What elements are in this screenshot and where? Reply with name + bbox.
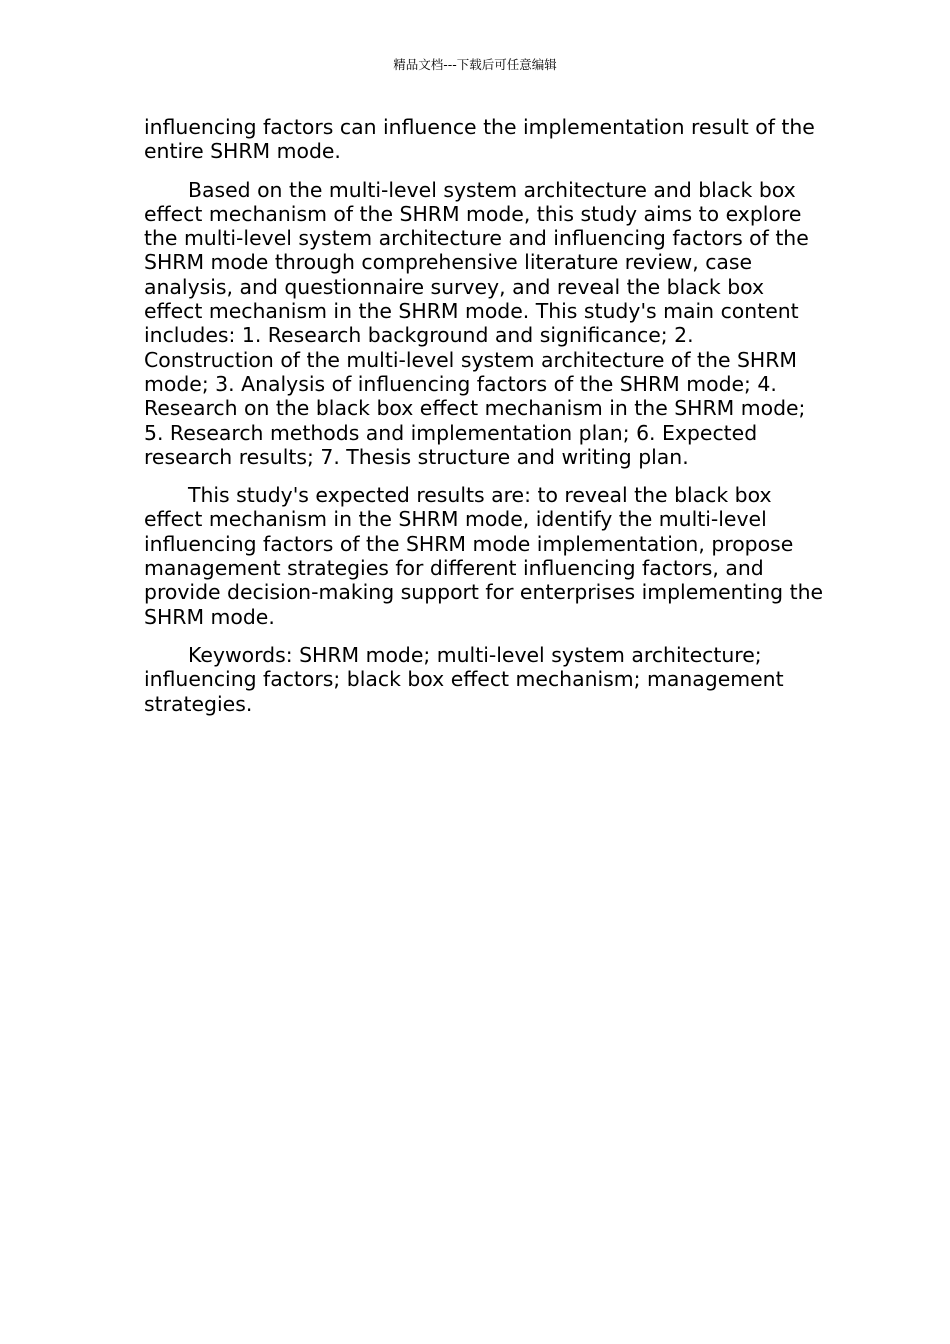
paragraph-keywords: Keywords: SHRM mode; multi-level system architecture; influencing factors; black box effect mechanism; management strategies. — [144, 642, 784, 716]
paragraph-expected-results: This study's expected results are: to reveal the black box effect mechanism in the SHRM mode, identify the multi-level influencing factors of the SHRM mode implementation, propose management strategies for different influencing factors, and provide decision-making support for enterprises implementing the SHRM mode. — [144, 483, 824, 629]
page-header: 精品文档---下载后可任意编辑 — [393, 57, 557, 72]
document-body — [144, 115, 824, 730]
paragraph-study-overview: Based on the multi-level system architecture and black box effect mechanism of the SHRM mode, this study aims to explore the multi-level system architecture and influencing factors of the SHRM mode through comprehensive literature review, case analysis, and questionnaire survey, and reveal the black box effect mechanism in the SHRM mode. This study's main content includes: 1. Research background and significance; 2. Construction of the multi-level system architecture of the SHRM mode; 3. Analysis of influencing factors of the SHRM mode; 4. Research on the black box effect mechanism in the SHRM mode; 5. Research methods and implementation plan; 6. Expected research results; 7. Thesis structure and writing plan. — [144, 177, 809, 469]
paragraph-continuation: influencing factors can influence the implementation result of the entire SHRM mode. — [144, 115, 815, 164]
